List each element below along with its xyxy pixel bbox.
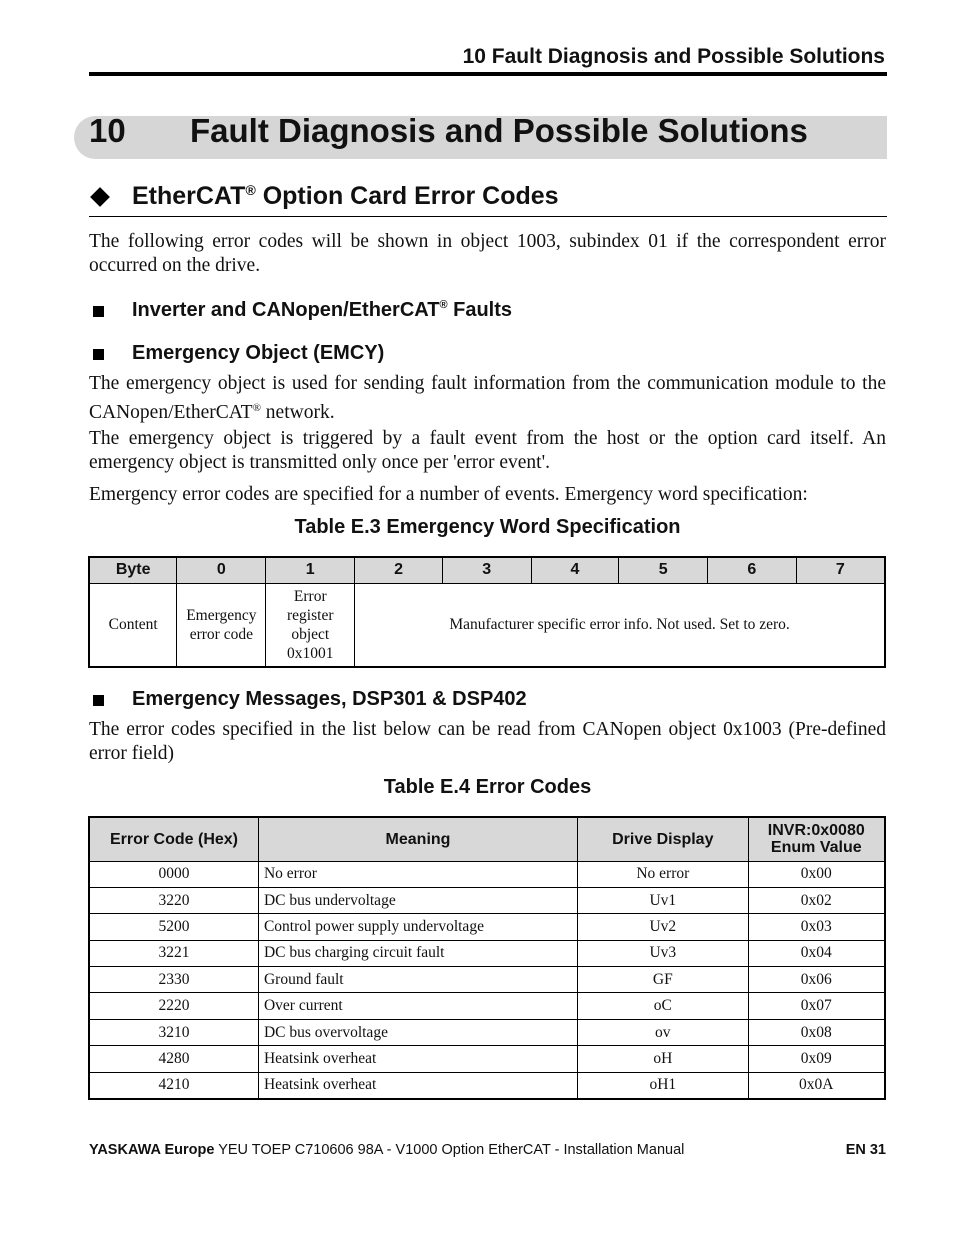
enum-cell: 0x0A — [748, 1072, 885, 1098]
table-cell: Emergency error code — [177, 583, 266, 667]
meaning-cell: Heatsink overheat — [258, 1072, 577, 1098]
display-cell: Uv3 — [578, 940, 749, 966]
table-row — [89, 940, 885, 966]
emcy-paragraph-3: Emergency error codes are specified for a number of events. Emergency word specification: — [89, 484, 808, 505]
meaning-cell: Over current — [258, 993, 577, 1019]
running-header: 10 Fault Diagnosis and Possible Solutions — [462, 45, 885, 68]
emergency-word-table — [88, 556, 886, 668]
header-cell: Error Code (Hex) — [89, 817, 258, 861]
table-row — [89, 887, 885, 913]
table-e3-caption: Table E.3 Emergency Word Specification — [294, 516, 681, 538]
row-label-cell: Content — [89, 583, 177, 667]
display-cell: Uv2 — [578, 914, 749, 940]
chapter-number: 10 — [89, 112, 126, 149]
messages-paragraph: The error codes specified in the list below can be read from CANopen object 0x1003 (Pre-defined error field) — [89, 719, 886, 764]
header-cell: 4 — [531, 557, 619, 583]
enum-cell: 0x08 — [748, 1019, 885, 1045]
section-intro: The following error codes will be shown in object 1003, subindex 01 if the correspondent error occurred on the drive. — [89, 231, 886, 276]
section-title: EtherCAT® Option Card Error Codes — [132, 182, 559, 210]
emcy-paragraph-1: The emergency object is used for sending fault information from the communication module to the CANopen/EtherCAT® network. — [89, 373, 886, 423]
square-bullet-icon — [93, 306, 104, 317]
meaning-cell: DC bus undervoltage — [258, 887, 577, 913]
display-cell: oC — [578, 993, 749, 1019]
header-cell: 5 — [619, 557, 708, 583]
footer-document-info — [89, 1142, 684, 1158]
display-cell: No error — [578, 861, 749, 887]
error-code-cell: 2220 — [89, 993, 258, 1019]
meaning-cell: No error — [258, 861, 577, 887]
meaning-cell: DC bus charging circuit fault — [258, 940, 577, 966]
error-code-cell: 4210 — [89, 1072, 258, 1098]
enum-cell: 0x02 — [748, 887, 885, 913]
table-row — [89, 914, 885, 940]
header-cell: 7 — [796, 557, 885, 583]
subsection-title-messages: Emergency Messages, DSP301 & DSP402 — [132, 688, 527, 710]
display-cell: ov — [578, 1019, 749, 1045]
table-row — [89, 1046, 885, 1072]
table-header-row — [89, 817, 885, 861]
table-e4-caption: Table E.4 Error Codes — [383, 776, 592, 798]
header-cell: INVR:0x0080 Enum Value — [748, 817, 885, 861]
table-row — [89, 967, 885, 993]
error-code-cell: 3221 — [89, 940, 258, 966]
header-cell: 1 — [266, 557, 355, 583]
meaning-cell: DC bus overvoltage — [258, 1019, 577, 1045]
diamond-bullet-icon — [90, 187, 110, 207]
error-code-cell: 2330 — [89, 967, 258, 993]
footer-brand: YASKAWA Europe — [89, 1142, 215, 1158]
display-cell: GF — [578, 967, 749, 993]
page-number: EN 31 — [845, 1142, 886, 1158]
enum-cell: 0x06 — [748, 967, 885, 993]
header-cell: Drive Display — [578, 817, 749, 861]
error-codes-table — [88, 816, 886, 1100]
table-row — [89, 583, 885, 667]
header-cell: 0 — [177, 557, 266, 583]
error-code-cell: 5200 — [89, 914, 258, 940]
error-code-cell: 3210 — [89, 1019, 258, 1045]
table-header-row — [89, 557, 885, 583]
subsection-title-faults: Inverter and CANopen/EtherCAT® Faults — [132, 299, 513, 321]
table-row — [89, 993, 885, 1019]
error-code-cell: 3220 — [89, 887, 258, 913]
square-bullet-icon — [93, 349, 104, 360]
chapter-title: Fault Diagnosis and Possible Solutions — [190, 112, 808, 149]
display-cell: Uv1 — [578, 887, 749, 913]
table-cell: Manufacturer specific error info. Not used. Set to zero. — [355, 583, 885, 667]
meaning-cell: Ground fault — [258, 967, 577, 993]
meaning-cell: Heatsink overheat — [258, 1046, 577, 1072]
meaning-cell: Control power supply undervoltage — [258, 914, 577, 940]
enum-cell: 0x07 — [748, 993, 885, 1019]
section-rule — [89, 216, 887, 217]
header-cell: 3 — [442, 557, 531, 583]
table-cell: Error register object 0x1001 — [266, 583, 355, 667]
header-cell: 2 — [355, 557, 443, 583]
header-rule — [89, 72, 887, 76]
table-row — [89, 1019, 885, 1045]
display-cell: oH — [578, 1046, 749, 1072]
subsection-title-emcy: Emergency Object (EMCY) — [132, 342, 385, 364]
error-code-cell: 4280 — [89, 1046, 258, 1072]
table-row — [89, 861, 885, 887]
square-bullet-icon — [93, 695, 104, 706]
header-cell: Byte — [89, 557, 177, 583]
emcy-paragraph-2: The emergency object is triggered by a fault event from the host or the option card itself. An emergency object is transmitted only once per 'error event'. — [89, 428, 886, 473]
enum-cell: 0x04 — [748, 940, 885, 966]
error-code-cell: 0000 — [89, 861, 258, 887]
header-cell: 6 — [708, 557, 797, 583]
enum-cell: 0x09 — [748, 1046, 885, 1072]
display-cell: oH1 — [578, 1072, 749, 1098]
table-row — [89, 1072, 885, 1098]
header-cell: Meaning — [258, 817, 577, 861]
enum-cell: 0x00 — [748, 861, 885, 887]
enum-cell: 0x03 — [748, 914, 885, 940]
footer-doc-title: YEU TOEP C710606 98A - V1000 Option EtherCAT - Installation Manual — [214, 1142, 685, 1158]
